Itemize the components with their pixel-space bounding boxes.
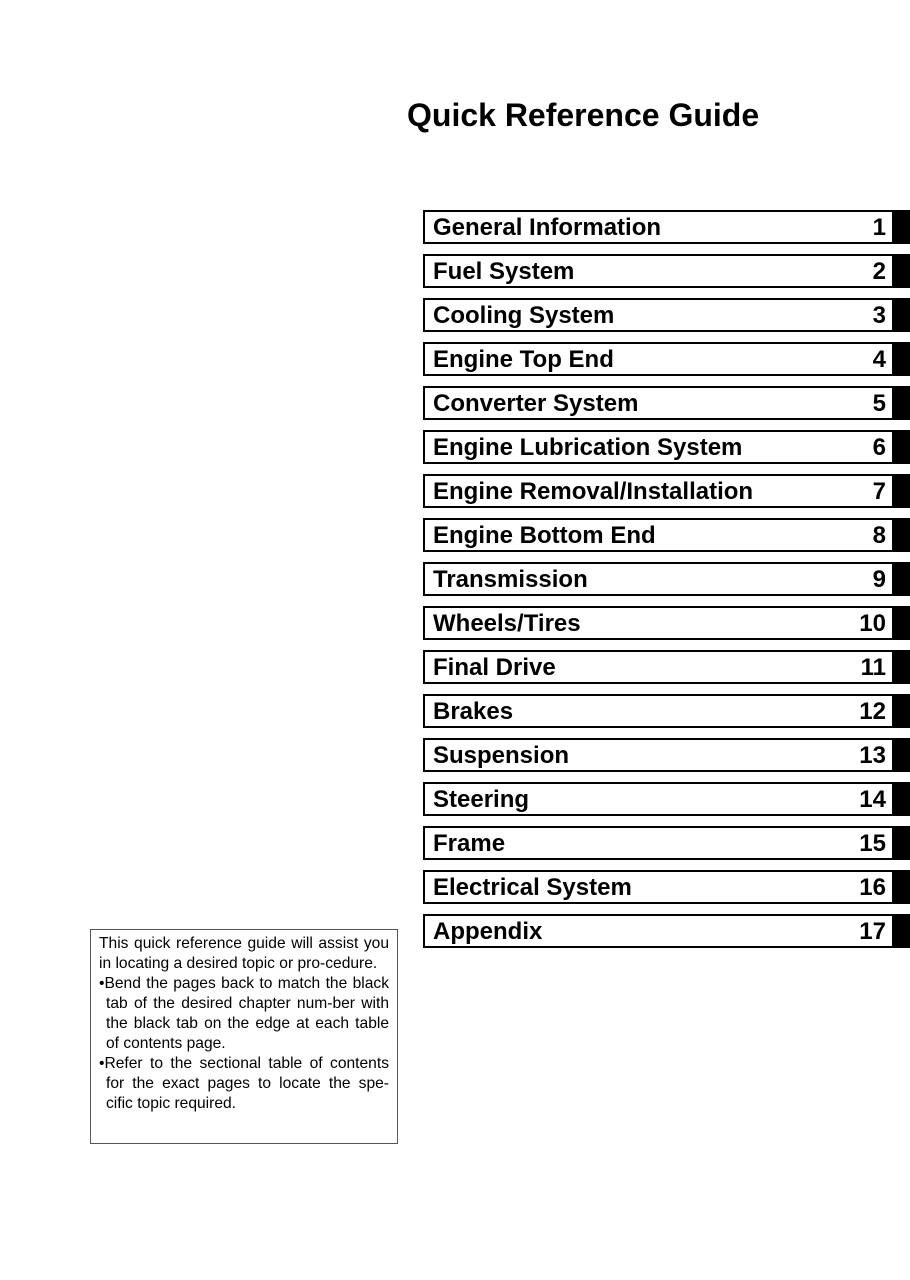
chapter-tab[interactable]	[894, 386, 910, 420]
chapter-row-general-information[interactable]	[423, 210, 910, 244]
chapter-box	[423, 782, 894, 816]
chapter-number: 6	[872, 434, 886, 461]
chapter-row-suspension[interactable]	[423, 738, 910, 772]
chapter-row-converter-system[interactable]	[423, 386, 910, 420]
chapter-label: Brakes	[433, 698, 514, 725]
chapter-label: Suspension	[433, 742, 570, 769]
chapter-box	[423, 562, 894, 596]
chapter-tab[interactable]	[894, 738, 910, 772]
chapter-row-frame[interactable]	[423, 826, 910, 860]
chapter-row-wheels-tires[interactable]	[423, 606, 910, 640]
chapter-row-brakes[interactable]	[423, 694, 910, 728]
chapter-tab[interactable]	[894, 342, 910, 376]
chapter-tab[interactable]	[894, 870, 910, 904]
chapter-box	[423, 474, 894, 508]
chapter-row-engine-removal-installation[interactable]	[423, 474, 910, 508]
chapter-number: 15	[859, 830, 886, 857]
chapter-number: 8	[872, 522, 886, 549]
chapter-label: Final Drive	[433, 654, 556, 681]
chapter-row-steering[interactable]	[423, 782, 910, 816]
chapter-row-engine-top-end[interactable]	[423, 342, 910, 376]
chapter-tab[interactable]	[894, 210, 910, 244]
chapter-number: 3	[872, 302, 886, 329]
chapter-box	[423, 870, 894, 904]
chapter-number: 11	[860, 654, 886, 681]
chapter-box	[423, 738, 894, 772]
chapter-label: Electrical System	[433, 874, 632, 901]
chapter-label: Wheels/Tires	[433, 610, 581, 637]
chapter-label: Fuel System	[433, 258, 575, 285]
chapter-box	[423, 914, 894, 948]
chapter-number: 2	[872, 258, 886, 285]
chapter-tab[interactable]	[894, 298, 910, 332]
chapter-number: 16	[859, 874, 886, 901]
chapter-row-electrical-system[interactable]	[423, 870, 910, 904]
chapter-box	[423, 826, 894, 860]
page-title: Quick Reference Guide	[407, 97, 760, 133]
chapter-box	[423, 342, 894, 376]
chapter-number: 13	[859, 742, 886, 769]
chapter-row-transmission[interactable]	[423, 562, 910, 596]
chapter-label: Steering	[433, 786, 530, 813]
chapter-tab[interactable]	[894, 694, 910, 728]
chapter-number: 14	[859, 786, 886, 813]
chapter-box	[423, 254, 894, 288]
usage-note-intro: This quick reference guide will assist you in locating a desired topic or pro-cedure.	[99, 935, 389, 972]
chapter-number: 1	[872, 214, 886, 241]
usage-note-bullet: •Bend the pages back to match the black tab of the desired chapter num-ber with the black tab on the edge at each table of contents page.	[99, 975, 389, 1052]
chapter-box	[423, 650, 894, 684]
usage-note-bullet: •Refer to the sectional table of contents for the exact pages to locate the spe-cific topic required.	[99, 1055, 389, 1112]
chapter-row-final-drive[interactable]	[423, 650, 910, 684]
chapter-tab[interactable]	[894, 430, 910, 464]
chapter-box	[423, 386, 894, 420]
chapter-number: 12	[859, 698, 886, 725]
chapter-label: Engine Removal/Installation	[433, 478, 754, 505]
chapter-tab[interactable]	[894, 254, 910, 288]
chapter-row-fuel-system[interactable]	[423, 254, 910, 288]
chapter-label: Engine Lubrication System	[433, 434, 743, 461]
chapter-number: 10	[859, 610, 886, 637]
chapter-label: Engine Bottom End	[433, 522, 656, 549]
chapter-label: Transmission	[433, 566, 588, 593]
chapter-box	[423, 518, 894, 552]
chapter-row-appendix[interactable]	[423, 914, 910, 948]
chapter-number: 7	[872, 478, 886, 505]
chapter-label: Cooling System	[433, 302, 615, 329]
chapter-box	[423, 606, 894, 640]
chapter-tab[interactable]	[894, 782, 910, 816]
chapter-number: 4	[872, 346, 886, 373]
chapter-label: Appendix	[433, 918, 543, 945]
chapter-label: General Information	[433, 214, 662, 241]
chapter-label: Engine Top End	[433, 346, 614, 373]
chapter-row-engine-bottom-end[interactable]	[423, 518, 910, 552]
chapter-box	[423, 210, 894, 244]
chapter-tab[interactable]	[894, 518, 910, 552]
chapter-number: 9	[872, 566, 886, 593]
chapter-tab[interactable]	[894, 606, 910, 640]
chapter-tab[interactable]	[894, 474, 910, 508]
chapter-tab[interactable]	[894, 562, 910, 596]
chapter-row-cooling-system[interactable]	[423, 298, 910, 332]
chapter-box	[423, 694, 894, 728]
chapter-tab[interactable]	[894, 650, 910, 684]
chapter-tab[interactable]	[894, 826, 910, 860]
chapter-label: Converter System	[433, 390, 639, 417]
chapter-number: 17	[859, 918, 886, 945]
chapter-number: 5	[872, 390, 886, 417]
chapter-label: Frame	[433, 830, 506, 857]
chapter-row-engine-lubrication-system[interactable]	[423, 430, 910, 464]
chapter-box	[423, 430, 894, 464]
usage-note-box	[90, 929, 398, 1144]
chapter-tab[interactable]	[894, 914, 910, 948]
chapter-box	[423, 298, 894, 332]
